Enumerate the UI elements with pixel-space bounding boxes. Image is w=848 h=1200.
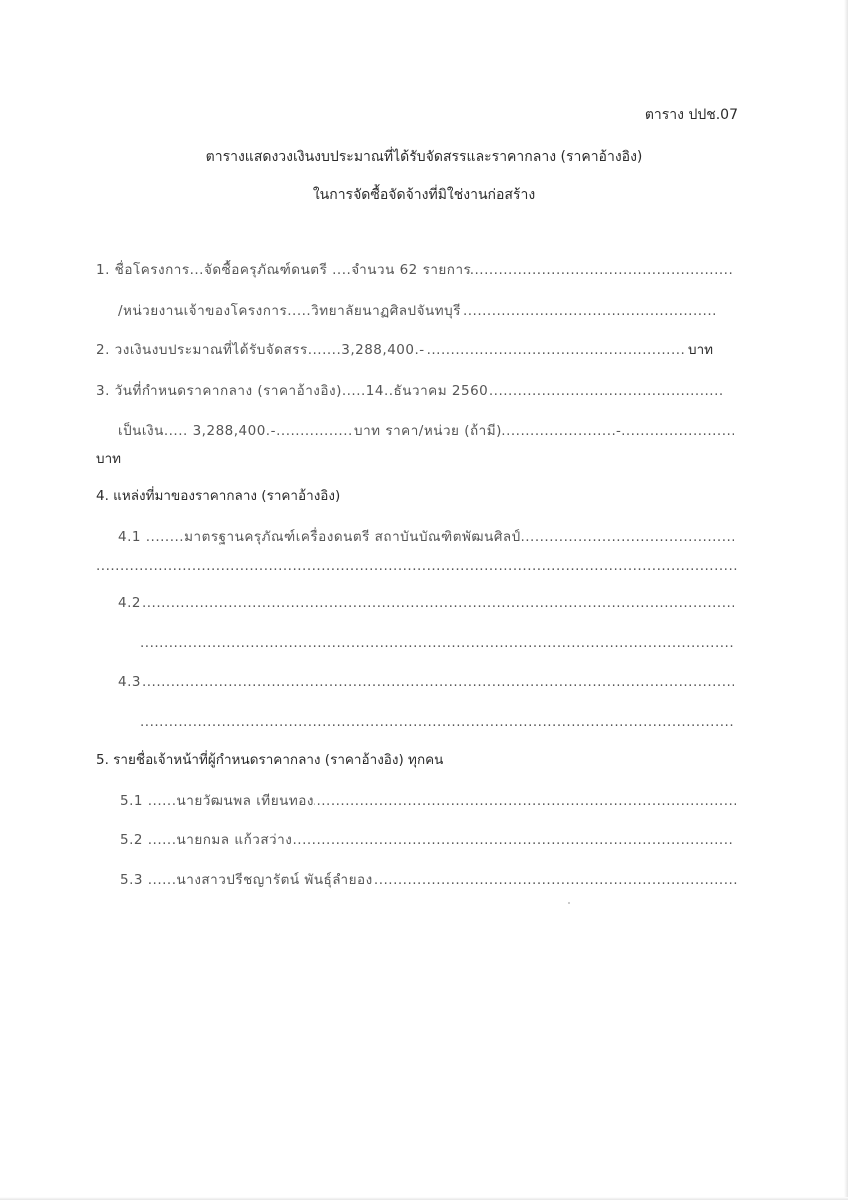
item-5-1-text: ..... 5.1 ......นายวัฒนพล เทียนทอง xyxy=(120,793,314,809)
item-3-amount-text: ..... เป็นเงิน..... 3,288,400.- xyxy=(118,423,276,439)
item-3-unit-price-text: บาท ราคา/หน่วย (ถ้ามี) xyxy=(354,423,502,439)
item-1-text: ..... 1. ชื่อโครงการ...จัดซื้อครุภัณฑ์ดนตรี ....จำนวน 62 รายการ xyxy=(96,262,472,278)
item-1-agency-text: ..... /หน่วยงานเจ้าของโครงการ.....วิทยาลัยนาฏศิลปจันทบุรี xyxy=(118,303,461,319)
item-4-1-continuation-line xyxy=(96,556,738,576)
scan-edge-shadow xyxy=(844,0,848,1200)
item-3-text: ..... 3. วันที่กำหนดราคากลาง (ราคาอ้างอิง).....14..ธันวาคม 2560 xyxy=(96,383,489,399)
item-3-amount-line xyxy=(118,421,734,441)
item-3-line xyxy=(96,381,724,401)
item-4-heading: 4. แหล่งที่มาของราคากลาง (ราคาอ้างอิง) xyxy=(96,488,341,504)
item-4-3-continuation-line xyxy=(140,712,734,732)
item-4-3-text: ..... 4.3 xyxy=(118,674,141,690)
item-2-unit: บาท xyxy=(688,342,714,358)
item-2-text: ..... 2. วงเงินงบประมาณที่ได้รับจัดสรร.......3,288,400.- xyxy=(96,342,425,358)
item-2-line xyxy=(96,340,686,360)
item-3-unit-price-value: - xyxy=(616,423,622,439)
item-3-wrap-unit: บาท xyxy=(96,451,122,467)
document-title-line-2: ในการจัดซื้อจัดจ้างที่มิใช่งานก่อสร้าง xyxy=(312,187,536,203)
item-4-1-line xyxy=(118,527,734,547)
item-4-2-text: ..... 4.2 xyxy=(118,595,141,611)
item-5-3-text: ..... 5.3 ......นางสาวปรีชญารัตน์ พันธุ์ลำยอง xyxy=(120,872,373,888)
item-5-2-text: ..... 5.2 ......นายกมล แก้วสว่าง xyxy=(120,832,293,848)
document-title-line-1: ตารางแสดงวงเงินงบประมาณที่ได้รับจัดสรรและราคากลาง (ราคาอ้างอิง) xyxy=(205,149,643,165)
item-4-3-line xyxy=(118,672,734,692)
item-4-2-line xyxy=(118,593,734,613)
item-5-3-line xyxy=(120,870,738,890)
item-5-2-line xyxy=(120,830,734,850)
item-1-line xyxy=(96,260,734,280)
item-5-heading: 5. รายชื่อเจ้าหน้าที่ผู้กำหนดราคากลาง (ราคาอ้างอิง) ทุกคน xyxy=(96,752,444,768)
scan-speck xyxy=(568,902,570,904)
item-5-1-line xyxy=(120,791,736,811)
item-4-1-text: ..... 4.1 ........มาตรฐานครุภัณฑ์เครื่องดนตรี สถาบันบัณฑิตพัฒนศิลป์ xyxy=(118,529,521,545)
item-4-2-continuation-line xyxy=(140,633,734,653)
item-1-sub-line xyxy=(118,301,716,321)
form-code: ตาราง ปปช.07 xyxy=(644,107,738,123)
